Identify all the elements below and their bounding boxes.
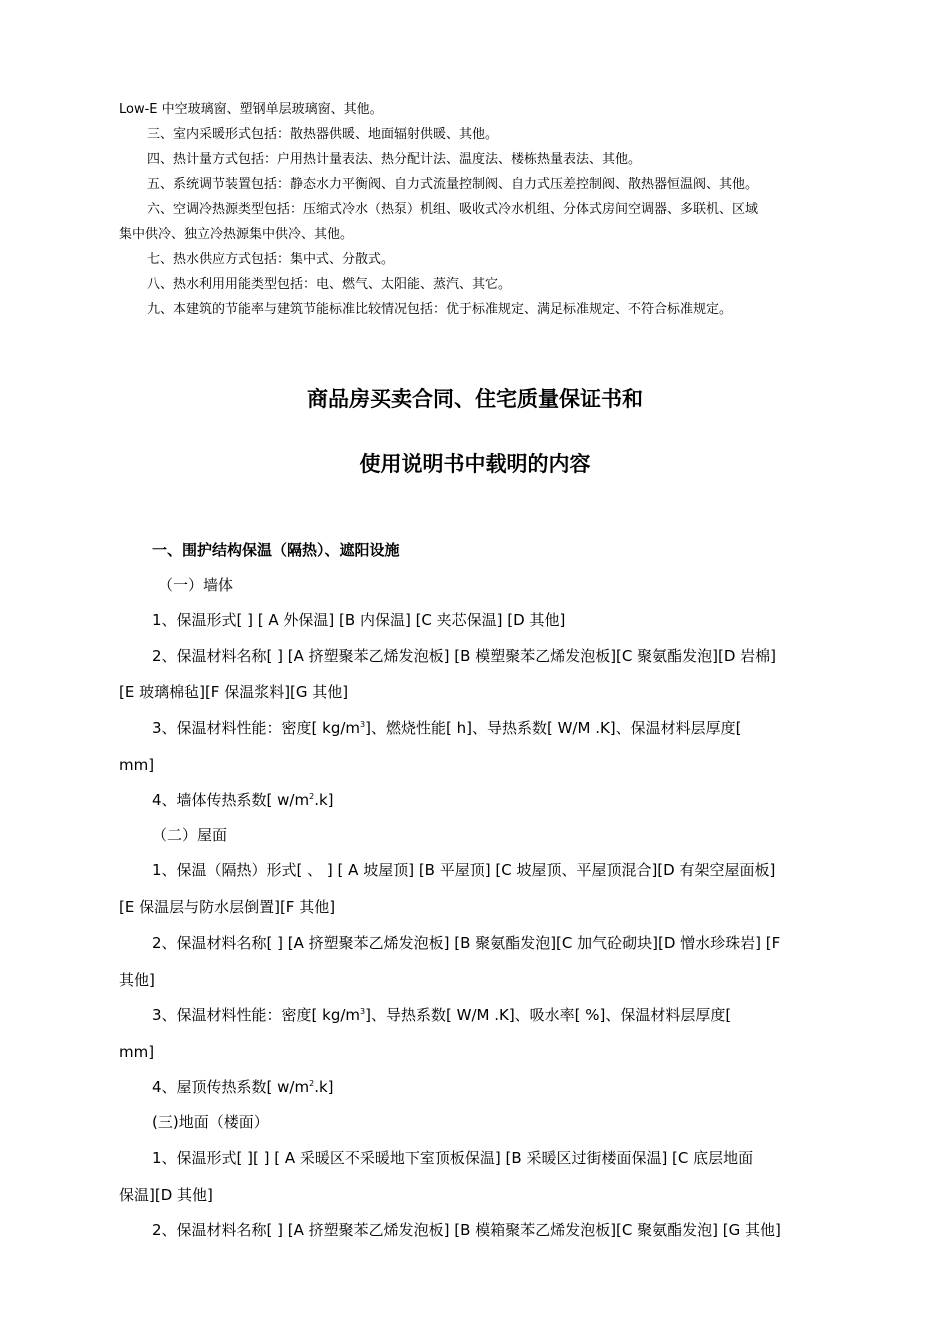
section-heading: 一、围护结构保温（隔热）、遮阳设施 [152,541,400,559]
wall-item-4 [152,791,334,809]
wall-item-4-text-a: 4、墙体传热系数[ w/m [152,791,310,809]
intro-line-8: 八、热水利用用能类型包括：电、燃气、太阳能、蒸汽、其它。 [147,277,512,292]
intro-line-5: 六、空调冷热源类型包括：压缩式冷水（热泵）机组、吸收式冷水机组、分体式房间空调器、多联机、区域 [147,202,759,217]
roof-item-3-text-b: ]、导热系数[ W/M .K]、吸水率[ %]、保温材料层厚度[ [365,1006,732,1024]
intro-line-3: 四、热计量方式包括：户用热计量表法、热分配计法、温度法、楼栋热量表法、其他。 [147,152,642,167]
intro-line-6: 集中供冷、独立冷热源集中供冷、其他。 [119,227,354,242]
document-title-line-2: 使用说明书中载明的内容 [359,452,591,476]
intro-line-1: Low-E 中空玻璃窗、塑钢单层玻璃窗、其他。 [119,102,383,117]
roof-item-3-line-2: mm] [119,1043,155,1061]
wall-item-3-text-b: ]、燃烧性能[ h]、导热系数[ W/M .K]、保温材料层厚度[ [365,719,742,737]
wall-item-3-text-a: 3、保温材料性能：密度[ kg/m [152,719,361,737]
document-title-line-1: 商品房买卖合同、住宅质量保证书和 [307,387,643,411]
roof-item-3-sup: 3 [360,1007,366,1016]
roof-item-2-line-2: 其他] [119,971,155,989]
wall-item-2-line-2: [E 玻璃棉毡][F 保温浆料][G 其他] [119,683,349,701]
wall-item-1: 1、保温形式[ ] [ A 外保温] [B 内保温] [C 夹芯保温] [D 其他] [152,611,566,629]
wall-item-4-text-b: .k] [314,791,334,809]
intro-line-9: 九、本建筑的节能率与建筑节能标准比较情况包括：优于标准规定、满足标准规定、不符合标准规定。 [147,302,733,317]
roof-item-4-sup: 2 [309,1079,315,1088]
floor-item-1-line-1: 1、保温形式[ ][ ] [ A 采暖区不采暖地下室顶板保温] [B 采暖区过街楼面保温] [C 底层地面 [152,1149,754,1167]
wall-item-4-sup: 2 [309,792,315,801]
wall-item-3-sup: 3 [360,720,366,729]
roof-item-3-line-1 [152,1006,731,1024]
wall-item-3-line-1 [152,719,742,737]
intro-line-7: 七、热水供应方式包括：集中式、分散式。 [147,252,395,267]
roof-item-2-line-1: 2、保温材料名称[ ] [A 挤塑聚苯乙烯发泡板] [B 聚氨酯发泡][C 加气砼砌块][D 憎水珍珠岩] [F [152,934,781,952]
roof-item-1-line-2: [E 保温层与防水层倒置][F 其他] [119,898,336,916]
subsection-roof-label: （二）屋面 [152,826,228,844]
roof-item-4-text-a: 4、屋顶传热系数[ w/m [152,1078,310,1096]
wall-item-2-line-1: 2、保温材料名称[ ] [A 挤塑聚苯乙烯发泡板] [B 模塑聚苯乙烯发泡板][C 聚氨酯发泡][D 岩棉] [152,647,777,665]
roof-item-4 [152,1078,334,1096]
intro-line-2: 三、室内采暖形式包括：散热器供暖、地面辐射供暖、其他。 [147,127,499,142]
roof-item-3-text-a: 3、保温材料性能：密度[ kg/m [152,1006,361,1024]
subsection-floor-label: (三)地面（楼面） [152,1113,269,1131]
floor-item-1-line-2: 保温][D 其他] [119,1186,213,1204]
wall-item-3-line-2: mm] [119,756,155,774]
intro-line-4: 五、系统调节装置包括：静态水力平衡阀、自力式流量控制阀、自力式压差控制阀、散热器恒温阀、其他。 [147,177,759,192]
subsection-wall-label: （一）墙体 [158,576,234,594]
floor-item-2: 2、保温材料名称[ ] [A 挤塑聚苯乙烯发泡板] [B 模箱聚苯乙烯发泡板][C 聚氨酯发泡] [G 其他] [152,1221,781,1239]
roof-item-4-text-b: .k] [314,1078,334,1096]
roof-item-1-line-1: 1、保温（隔热）形式[ 、 ] [ A 坡屋顶] [B 平屋顶] [C 坡屋顶、平屋顶混合][D 有架空屋面板] [152,861,776,879]
